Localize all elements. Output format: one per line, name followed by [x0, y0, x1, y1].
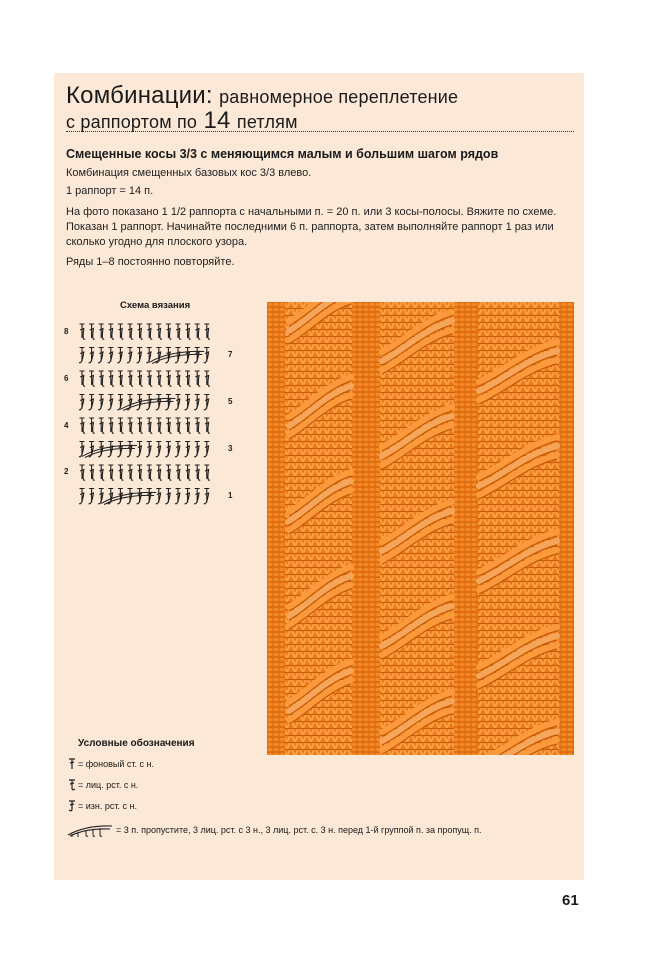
- stitch-symbol: [195, 324, 201, 339]
- purl-column: [267, 302, 285, 755]
- background-dc-icon: [66, 756, 78, 772]
- row-label: 3: [228, 444, 233, 453]
- chart-symbols: [62, 300, 252, 510]
- title-number: 14: [203, 107, 231, 134]
- stitch-symbol: [98, 489, 104, 504]
- stitch-symbol: [204, 442, 210, 457]
- paragraph: На фото показано 1 1/2 раппорта с начальными п. = 20 п. или 3 косы-полосы. Вяжите по схеме. Показан 1 раппорт. Начинайте последними 6 п. раппорта, затем выполняйте раппорт 1 раз или сколько угодно для плоского узора.: [66, 206, 557, 248]
- stitch-symbol: [204, 324, 210, 339]
- stitch-symbol: [89, 465, 95, 480]
- stitch-symbol: [99, 371, 105, 386]
- stitch-symbol: [156, 371, 162, 386]
- front-post-dc-icon: [66, 777, 78, 793]
- stitch-symbol: [89, 395, 95, 410]
- stitch-symbol: [99, 418, 105, 433]
- paragraph: 1 раппорт = 14 п.: [66, 185, 154, 197]
- stitch-symbol: [128, 418, 134, 433]
- purl-column: [559, 302, 574, 755]
- legend-item-background-dc: [66, 756, 154, 772]
- stitch-symbol: [194, 442, 200, 457]
- stitch-symbol: [185, 395, 191, 410]
- stitch-symbol: [98, 395, 104, 410]
- stitch-symbol: [146, 442, 152, 457]
- stitch-symbol: [127, 442, 133, 457]
- stitch-symbol: [137, 371, 143, 386]
- stitch-symbol: [165, 442, 171, 457]
- stitch-symbol: [108, 465, 114, 480]
- stitch-symbol: [80, 371, 86, 386]
- title-line2-pre: с раппортом по: [66, 112, 198, 132]
- row-label: 1: [228, 491, 233, 500]
- stitch-symbol: [204, 348, 210, 363]
- stitch-symbol: [147, 324, 153, 339]
- swatch-texture: [267, 302, 574, 755]
- title-rest: равномерное переплетение: [219, 87, 459, 107]
- stitch-symbol: [185, 489, 191, 504]
- stitch-symbol: [79, 442, 85, 457]
- stitch-symbol: [108, 371, 114, 386]
- knitting-chart: [62, 300, 252, 510]
- legend-text: = изн. рст. с н.: [78, 801, 137, 811]
- stitch-symbol: [185, 371, 191, 386]
- stitch-symbol: [118, 324, 124, 339]
- stitch-symbol: [204, 489, 210, 504]
- purl-column: [352, 302, 380, 755]
- row-label: 5: [228, 397, 233, 406]
- stitch-symbol: [128, 465, 134, 480]
- legend-title: Условные обозначения: [78, 738, 195, 749]
- stitch-symbol: [147, 418, 153, 433]
- row-label: 4: [64, 421, 69, 430]
- stitch-symbol: [175, 442, 181, 457]
- row-label: 2: [64, 467, 69, 476]
- stitch-symbol: [137, 465, 143, 480]
- page-number: 61: [562, 892, 579, 909]
- stitch-symbol: [79, 348, 85, 363]
- stitch-symbol: [166, 324, 172, 339]
- stitch-symbol: [118, 465, 124, 480]
- stitch-symbol: [80, 418, 86, 433]
- stitch-symbol: [204, 395, 210, 410]
- stitch-symbol: [147, 465, 153, 480]
- stitch-symbol: [137, 348, 143, 363]
- stitch-symbol: [156, 442, 162, 457]
- stitch-symbol: [118, 418, 124, 433]
- cable-crossing-icon: [66, 822, 116, 838]
- stitch-symbol: [175, 489, 181, 504]
- stitch-symbol: [176, 324, 182, 339]
- stitch-symbol: [185, 418, 191, 433]
- stitch-symbol: [127, 348, 133, 363]
- stitch-symbol: [204, 371, 210, 386]
- row-label: 8: [64, 327, 69, 336]
- stitch-symbol: [175, 395, 181, 410]
- stitch-symbol: [204, 418, 210, 433]
- stitch-symbol: [165, 395, 171, 410]
- stitch-symbol: [79, 489, 85, 504]
- stitch-symbol: [185, 324, 191, 339]
- stitch-symbol: [146, 489, 152, 504]
- stitch-symbol: [195, 371, 201, 386]
- stitch-symbol: [156, 324, 162, 339]
- stitch-symbol: [147, 371, 153, 386]
- stitch-symbol: [99, 465, 105, 480]
- stitch-symbol: [194, 489, 200, 504]
- stitch-symbol: [195, 418, 201, 433]
- stitch-symbol: [176, 371, 182, 386]
- stitch-symbol: [204, 465, 210, 480]
- back-post-dc-icon: [66, 798, 78, 814]
- legend-text: = 3 п. пропустите, 3 лиц. рст. с 3 н., 3 лиц. рст. с. 3 н. перед 1-й группой п. за пропущ. п.: [116, 825, 482, 835]
- title-line2-post: петлям: [236, 112, 298, 132]
- legend-text: = лиц. рст. с н.: [78, 780, 139, 790]
- stitch-symbol: [137, 324, 143, 339]
- stitch-symbol: [165, 489, 171, 504]
- stitch-symbol: [108, 418, 114, 433]
- row-label: 6: [64, 374, 69, 383]
- stitch-symbol: [194, 348, 200, 363]
- section-subtitle: Смещенные косы 3/3 с меняющимся малым и большим шагом рядов: [66, 147, 499, 161]
- stitch-symbol: [137, 418, 143, 433]
- stitch-symbol: [166, 418, 172, 433]
- stitch-symbol: [146, 348, 152, 363]
- stitch-symbol: [195, 465, 201, 480]
- legend-item-cable-crossing: [66, 822, 482, 838]
- legend-text: = фоновый ст. с н.: [78, 759, 155, 769]
- knitted-swatch-photo: [267, 302, 574, 755]
- stitch-symbol: [194, 395, 200, 410]
- stitch-symbol: [98, 348, 104, 363]
- stitch-symbol: [108, 348, 114, 363]
- stitch-symbol: [89, 489, 95, 504]
- stitch-symbol: [117, 395, 123, 410]
- stitch-symbol: [185, 442, 191, 457]
- stitch-symbol: [89, 371, 95, 386]
- stitch-symbol: [79, 395, 85, 410]
- stitch-symbol: [128, 371, 134, 386]
- stitch-symbol: [89, 418, 95, 433]
- stitch-symbol: [80, 465, 86, 480]
- stitch-symbol: [156, 489, 162, 504]
- stitch-symbol: [128, 324, 134, 339]
- stitch-symbol: [99, 324, 105, 339]
- legend-item-back-post-dc: [66, 798, 137, 814]
- stitch-symbol: [156, 418, 162, 433]
- stitch-symbol: [89, 348, 95, 363]
- legend-item-front-post-dc: [66, 777, 138, 793]
- stitch-symbol: [176, 465, 182, 480]
- purl-column: [454, 302, 478, 755]
- stitch-symbol: [117, 348, 123, 363]
- stitch-symbol: [166, 465, 172, 480]
- paragraph: Ряды 1–8 постоянно повторяйте.: [66, 256, 235, 268]
- stitch-symbol: [108, 395, 114, 410]
- stitch-symbol: [89, 324, 95, 339]
- page-title: [66, 84, 576, 134]
- paragraph: Комбинация смещенных базовых кос 3/3 влево.: [66, 167, 312, 179]
- title-word: Комбинации:: [66, 82, 213, 109]
- stitch-symbol: [118, 371, 124, 386]
- chart-title: Схема вязания: [120, 300, 191, 311]
- stitch-symbol: [185, 465, 191, 480]
- stitch-symbol: [108, 324, 114, 339]
- stitch-symbol: [137, 442, 143, 457]
- stitch-symbol: [156, 465, 162, 480]
- stitch-symbol: [176, 418, 182, 433]
- title-divider: [66, 131, 574, 132]
- row-label: 7: [228, 350, 233, 359]
- stitch-symbol: [80, 324, 86, 339]
- stitch-symbol: [166, 371, 172, 386]
